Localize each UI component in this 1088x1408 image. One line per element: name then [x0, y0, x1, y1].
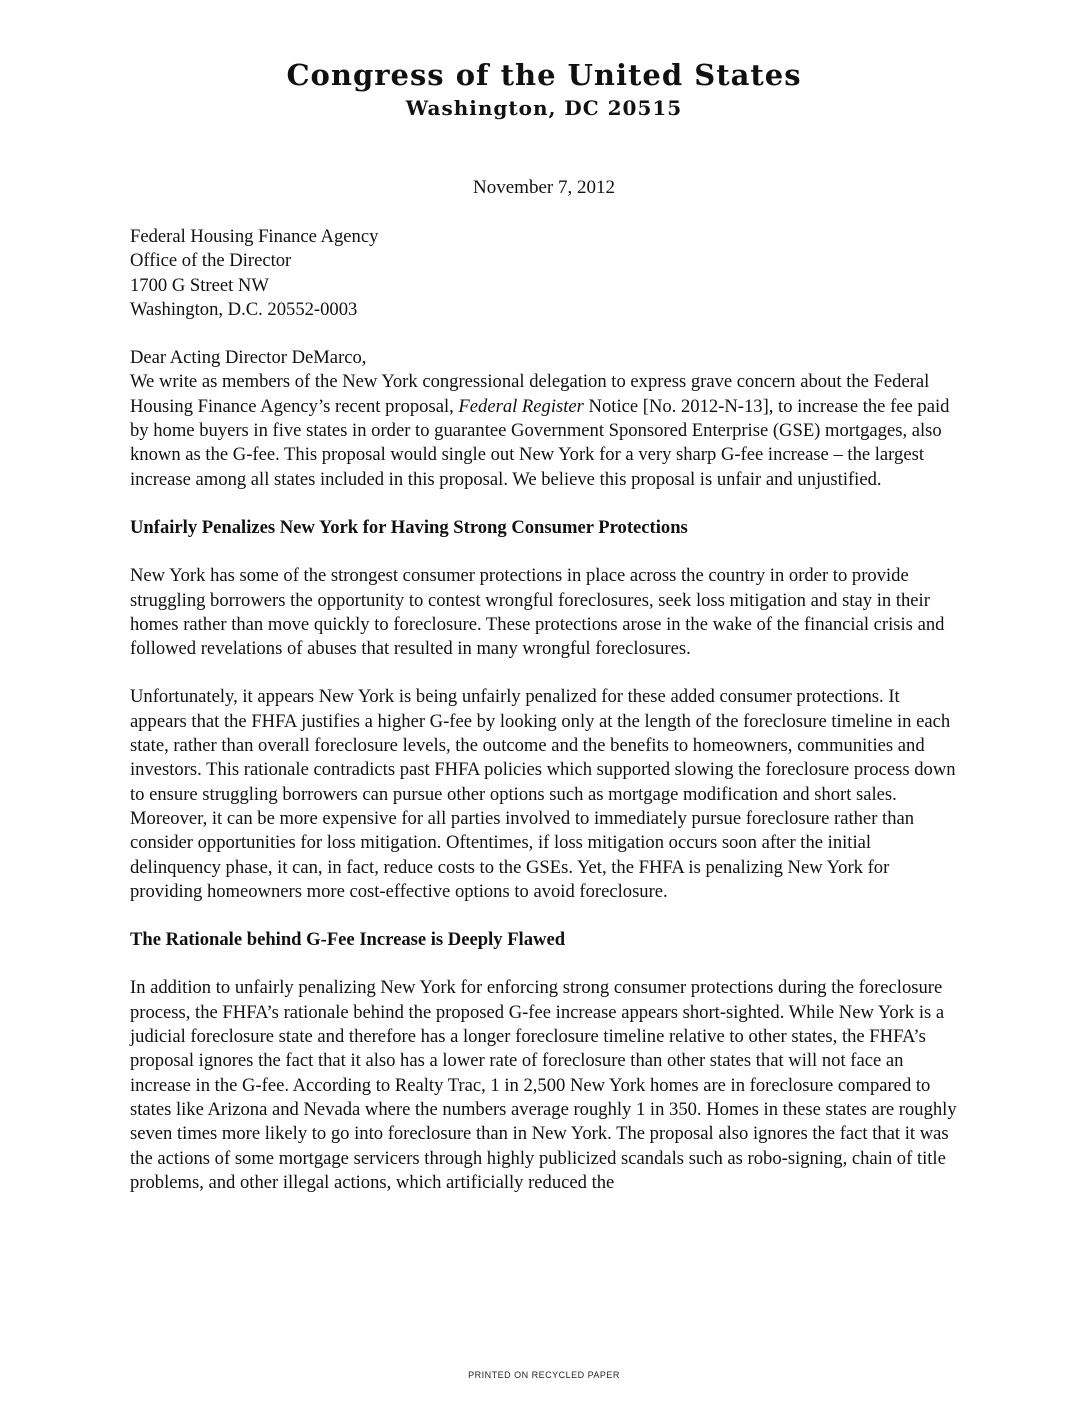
intro-paragraph — [130, 370, 960, 491]
recipient-line: Office of the Director — [130, 250, 292, 272]
recipient-line: 1700 G Street NW — [130, 274, 269, 296]
letterhead — [0, 58, 1088, 122]
body-paragraph: Unfortunately, it appears New York is being unfairly penalized for these added consumer protections. It appears that the FHFA justifies a higher G-fee by looking only at the length of the foreclosure timeline in each state, rather than overall foreclosure levels, the outcome and the benefits to homeowners, communities and investors. This rationale contradicts past FHFA policies which supported slowing the foreclosure process down to ensure struggling borrowers can pursue other options such as mortgage modification and short sales. Moreover, it can be more expensive for all parties involved to immediately pursue foreclosure rather than consider opportunities for loss mitigation. Oftentimes, if loss mitigation occurs soon after the initial delinquency phase, it can, in fact, reduce costs to the GSEs. Yet, the FHFA is penalizing New York for providing homeowners more cost-effective options to avoid foreclosure. — [130, 686, 956, 902]
recycled-paper-notice: PRINTED ON RECYCLED PAPER — [468, 1370, 620, 1380]
intro-text-end: Notice [No. 2012-N-13], to increase the fee paid by home buyers in five states in order to guarantee Government Sponsored Enterprise (GSE) mortgages, also known as the G-fee. This proposal would single out New York for a very sharp G-fee increase – the largest increase among all states included in this proposal. We believe this proposal is unfair and unjustified. — [130, 395, 950, 490]
recipient-line: Washington, D.C. 20552-0003 — [130, 298, 358, 320]
publication-title: Federal Register — [458, 395, 584, 417]
body-paragraph: In addition to unfairly penalizing New York for enforcing strong consumer protections during the foreclosure process, the FHFA’s rationale behind the proposed G-fee increase appears short-sighted. While New York is a judicial foreclosure state and therefore has a longer foreclosure timeline relative to other states, the FHFA’s proposal ignores the fact that it also has a lower rate of foreclosure than other states that will not face an increase in the G-fee. According to Realty Trac, 1 in 2,500 New York homes are in foreclosure compared to states like Arizona and Nevada where the numbers average roughly 1 in 350. Homes in these states are roughly seven times more likely to go into foreclosure than in New York. The proposal also ignores the fact that it was the actions of some mortgage servicers through highly publicized scandals such as robo-signing, chain of title problems, and other illegal actions, which artificially reduced the — [130, 977, 957, 1193]
section-heading-rationale: The Rationale behind G-Fee Increase is Deeply Flawed — [130, 929, 566, 951]
intro-text-start: We write as members of the New York congressional delegation to express grave concern about the Federal Housing Finance Agency’s recent proposal, — [130, 371, 930, 417]
letter-body — [130, 225, 960, 1219]
salutation: Dear Acting Director DeMarco, — [130, 347, 367, 369]
letterhead-subtitle: Washington, DC 20515 — [405, 96, 683, 120]
section-heading-consumer-protections: Unfairly Penalizes New York for Having Strong Consumer Protections — [130, 516, 688, 538]
letter-date: November 7, 2012 — [473, 177, 615, 198]
body-paragraph: New York has some of the strongest consumer protections in place across the country in order to provide struggling borrowers the opportunity to contest wrongful foreclosures, seek loss mitigation and stay in their homes rather than move quickly to foreclosure. These protections arose in the wake of the financial crisis and followed revelations of abuses that resulted in many wrongful foreclosures. — [130, 565, 945, 660]
recipient-address — [130, 225, 960, 322]
recipient-line: Federal Housing Finance Agency — [130, 226, 379, 247]
letterhead-title: Congress of the United States — [286, 58, 802, 92]
